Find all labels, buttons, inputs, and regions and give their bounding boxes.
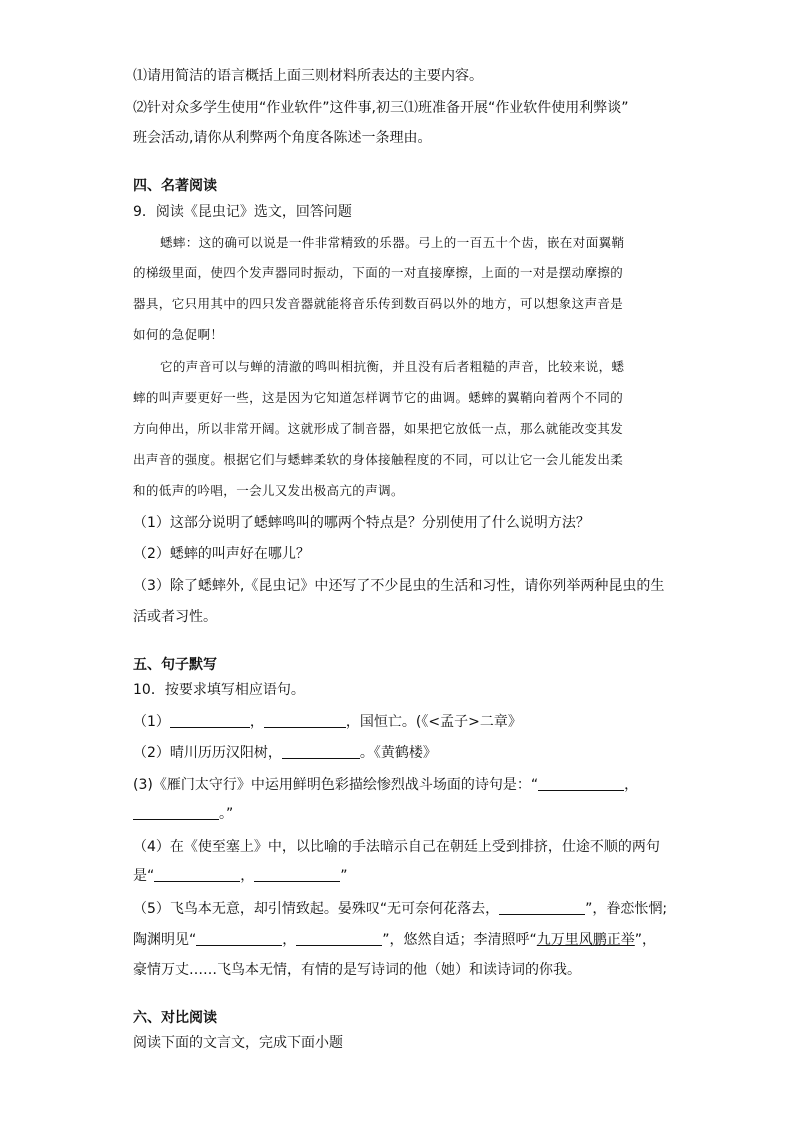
dictation-item-3-line2: 。”: [133, 804, 233, 824]
answer-blank[interactable]: [170, 713, 250, 728]
section-heading-classics: 四、名著阅读: [133, 178, 217, 194]
answer-blank[interactable]: [154, 867, 240, 882]
section-heading-comparative-reading: 六、对比阅读: [133, 1010, 217, 1026]
excerpt-line: 蟀的叫声要更好一些，这是因为它知道怎样调节它的曲调。蟋蟀的翼鞘向着两个不同的: [133, 390, 624, 405]
question-9-sub3-line1: （3）除了蟋蟀外,《昆虫记》中还写了不少昆虫的生活和习性，请你列举两种昆虫的生: [133, 578, 665, 594]
question-9-prompt: 9．阅读《昆虫记》选文，回答问题: [133, 204, 352, 220]
excerpt-line: 如何的急促啊！: [133, 327, 224, 342]
question-summary-materials: ⑴请用简洁的语言概括上面三则材料所表达的主要内容。: [133, 68, 483, 84]
underlined-poem-line: 九万里风鹏正举: [536, 932, 635, 948]
answer-blank[interactable]: [538, 776, 624, 791]
dictation-item-3-line1: (3)《雁门太守行》中运用鲜明色彩描绘惨烈战斗场面的诗句是：“ ，: [133, 777, 639, 793]
answer-blank[interactable]: [282, 744, 360, 759]
excerpt-line: 出声音的强度。根据它们与蟋蟀柔软的身体接触程度的不同，可以让它一会儿能发出柔: [133, 452, 624, 467]
section-heading-dictation: 五、句子默写: [133, 657, 217, 673]
dictation-item-5-line2: 陶渊明见“ ， ”，悠然自适；李清照呼“九万里风鹏正举”，: [133, 932, 657, 948]
answer-blank[interactable]: [296, 931, 382, 946]
excerpt-line: 和的低声的吟唱，一会儿又发出极高亢的声调。: [133, 483, 404, 498]
answer-blank[interactable]: [499, 900, 585, 915]
dictation-item-4-line1: （4）在《使至塞上》中，以比喻的手法暗示自己在朝廷上受到排挤，仕途不顺的两句: [133, 839, 660, 855]
comparative-reading-intro: 阅读下面的文言文，完成下面小题: [133, 1035, 343, 1051]
answer-blank[interactable]: [133, 805, 219, 820]
question-10-prompt: 10．按要求填写相应语句。: [133, 682, 305, 698]
answer-blank[interactable]: [264, 713, 346, 728]
dictation-item-5-line3: 豪情万丈……飞鸟本无情，有情的是写诗词的他（她）和读诗词的你我。: [133, 962, 581, 978]
dictation-item-5-line1: （5）飞鸟本无意，却引情致起。晏殊叹“无可奈何花落去， ”，眷恋怅惘;: [133, 901, 668, 917]
excerpt-line: 方向伸出，所以非常开阔。这就形成了制音器，如果把它放低一点，那么就能改变其发: [133, 421, 624, 436]
dictation-item-1: （1） ， ，国恒亡。(《<孟子>二章》: [133, 714, 522, 730]
dictation-item-2: （2）晴川历历汉阳树， 。《黄鹤楼》: [133, 745, 437, 761]
answer-blank[interactable]: [254, 867, 340, 882]
dictation-item-4-line2: 是“ ， ”: [133, 868, 348, 884]
question-9-sub2: （2）蟋蟀的叫声好在哪儿？: [133, 546, 310, 562]
question-homework-app-line2: 班会活动,请你从利弊两个角度各陈述一条理由。: [133, 130, 432, 146]
question-9-sub3-line2: 活或者习性。: [133, 609, 217, 625]
question-9-sub1: （1）这部分说明了蟋蟀鸣叫的哪两个特点是？分别使用了什么说明方法？: [133, 515, 590, 531]
question-homework-app-line1: ⑵针对众多学生使用“作业软件”这件事,初三⑴班准备开展“作业软件使用利弊谈”: [133, 100, 629, 116]
excerpt-line: 器具，它只用其中的四只发音器就能将音乐传到数百码以外的地方，可以想象这声音是: [133, 296, 624, 311]
excerpt-line: 它的声音可以与蝉的清澈的鸣叫相抗衡，并且没有后者粗糙的声音，比较来说，蟋: [160, 359, 625, 374]
excerpt-line: 蟋蟀：这的确可以说是一件非常精致的乐器。弓上的一百五十个齿，嵌在对面翼鞘: [160, 235, 625, 250]
excerpt-line: 的梯级里面，使四个发声器同时振动，下面的一对直接摩擦，上面的一对是摆动摩擦的: [133, 265, 624, 280]
answer-blank[interactable]: [196, 931, 282, 946]
